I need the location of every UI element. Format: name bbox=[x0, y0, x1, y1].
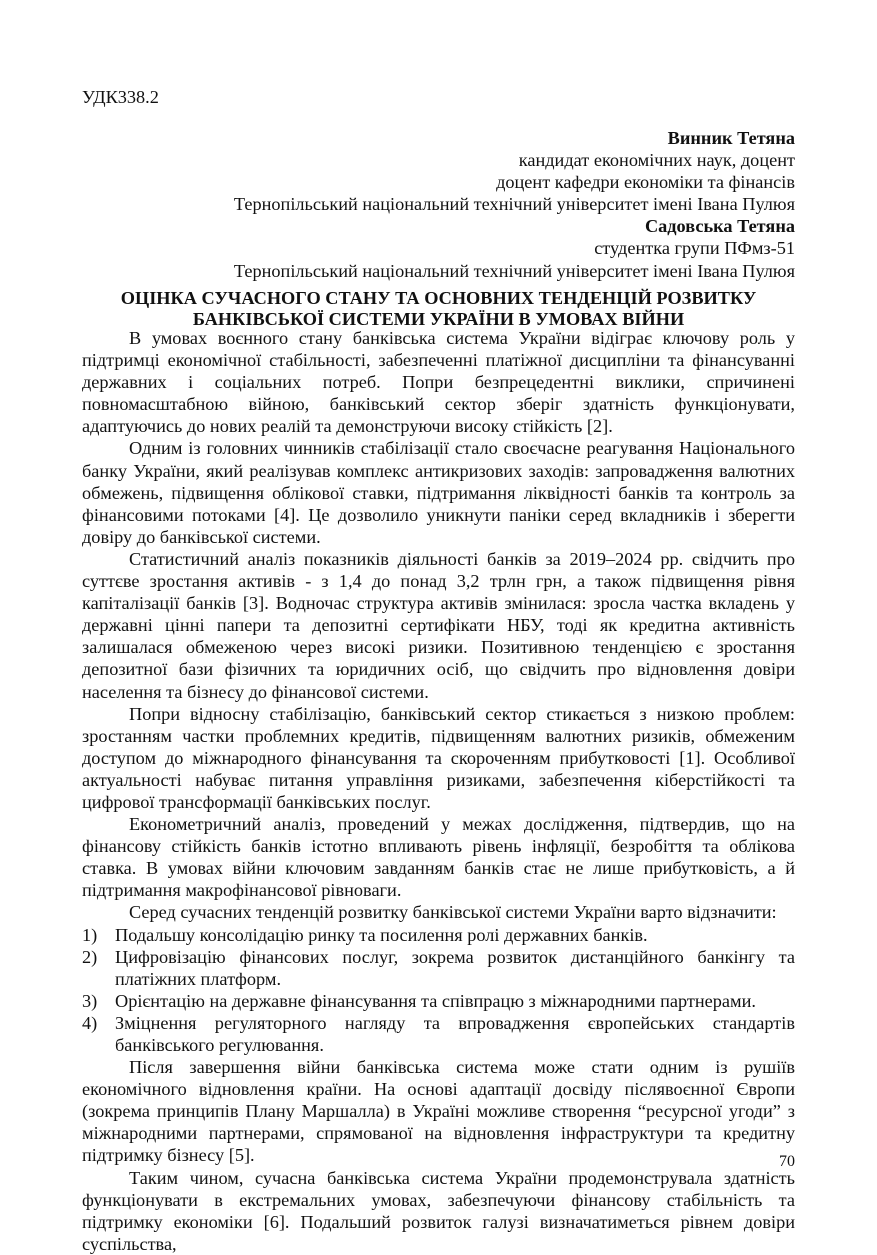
paragraph: Статистичний аналіз показників діяльності банків за 2019–2024 рр. свідчить про суттєве зростання активів - з 1,4 до понад 3,2 трлн грн, а також підвищення рівня капіталізації банків [3]. Водночас структура активів змінилася: зросла частка вкладень у державні цінні папери та депозитні сертифікати НБУ, тоді як кредитна активність залишалася обмеженою через високі ризики. Позитивною тенденцією є зростання депозитної бази фізичних та юридичних осіб, що свідчить про відновлення довіри населення та бізнесу до фінансової системи. bbox=[82, 548, 795, 702]
paper-body bbox=[82, 327, 795, 1255]
paragraph: Економетричний аналіз, проведений у межах дослідження, підтвердив, що на фінансову стійкість банків істотно впливають рівень інфляції, безробіття та облікова ставка. В умовах війни ключовим завданням банків стає не лише прибутковість, а й підтримання макрофінансової рівноваги. bbox=[82, 814, 795, 901]
list-text: Орієнтацію на державне фінансування та співпрацю з міжнародними партнерами. bbox=[115, 990, 756, 1011]
list-item bbox=[82, 924, 795, 946]
list-item bbox=[82, 990, 795, 1012]
paragraph: Серед сучасних тенденцій розвитку банківської системи України варто відзначити: bbox=[129, 902, 777, 923]
list-number: 2) bbox=[82, 946, 98, 967]
author-degree: кандидат економічних наук, доцент bbox=[518, 150, 795, 171]
author-name: Садовська Тетяна bbox=[644, 216, 795, 237]
paragraph: Таким чином, сучасна банківська система України продемонструвала здатність функціонувати в екстремальних умовах, забезпечуючи фінансову стабільність та підтримку економіки [6]. Подальший розвиток галузі визначатиметься рівнем довіри суспільства, bbox=[82, 1167, 795, 1254]
list-number: 4) bbox=[82, 1012, 98, 1033]
trends-list bbox=[82, 924, 795, 1057]
authors-block bbox=[82, 127, 795, 282]
list-text: Цифровізацію фінансових послуг, зокрема розвиток дистанційного банкінгу та платіжних платформ. bbox=[115, 946, 795, 989]
paragraph: В умовах воєнного стану банківська система України відіграє ключову роль у підтримці економічної стабільності, забезпеченні платіжної дисципліни та фінансуванні державних і соціальних потреб. Попри безпрецедентні виклики, спричинені повномасштабною війною, банківський сектор зберіг здатність функціонувати, адаптуючись до нових реалій та демонструючи високу стійкість [2]. bbox=[82, 328, 795, 437]
list-text: Подальшу консолідацію ринку та посилення ролі державних банків. bbox=[115, 924, 648, 945]
paper-title bbox=[82, 288, 795, 330]
author-affiliation: Тернопільський національний технічний університет імені Івана Пулюя bbox=[233, 260, 795, 281]
author-affiliation: Тернопільський національний технічний університет імені Івана Пулюя bbox=[233, 194, 795, 215]
page-number: 70 bbox=[779, 1153, 795, 1170]
list-item bbox=[82, 946, 795, 990]
list-text: Зміцнення регуляторного нагляду та впровадження європейських стандартів банківського регулювання. bbox=[115, 1012, 795, 1055]
list-item bbox=[82, 1012, 795, 1056]
paragraph: Одним із головних чинників стабілізації стало своєчасне реагування Національного банку України, який реалізував комплекс антикризових заходів: запровадження валютних обмежень, підвищення облікової ставки, підтримання ліквідності банків та контроль за фінансовими потоками [4]. Це дозволило уникнути паніки серед вкладників і зберегти довіру до банківської системи. bbox=[82, 438, 795, 547]
list-number: 3) bbox=[82, 990, 98, 1011]
author-position: доцент кафедри економіки та фінансів bbox=[496, 172, 795, 193]
title-line: БАНКІВСЬКОЇ СИСТЕМИ УКРАЇНИ В УМОВАХ ВІЙНИ bbox=[192, 309, 685, 329]
paragraph: Попри відносну стабілізацію, банківський сектор стикається з низкою проблем: зростанням частки проблемних кредитів, підвищенням валютних ризиків, обмеженим доступом до міжнародного фінансування та скороченням прибутковості [1]. Особливої актуальності набуває питання управління ризиками, забезпечення кіберстійкості та цифрової трансформації банківських послуг. bbox=[82, 703, 795, 812]
paragraph: Після завершення війни банківська система може стати одним із рушіїв економічного відновлення країни. На основі адаптації досвіду післявоєнної Європи (зокрема принципів Плану Маршалла) в Україні можливе створення “ресурсної угоди” з міжнародними партнерами, спрямованої на відновлення інфраструктури та кредитну підтримку бізнесу [5]. bbox=[82, 1057, 795, 1166]
author-group: студентка групи ПФмз-51 bbox=[594, 238, 795, 259]
title-line: ОЦІНКА СУЧАСНОГО СТАНУ ТА ОСНОВНИХ ТЕНДЕНЦІЙ РОЗВИТКУ bbox=[120, 288, 757, 308]
udk-code: УДК338.2 bbox=[82, 87, 159, 107]
author-name: Винник Тетяна bbox=[667, 128, 795, 148]
list-number: 1) bbox=[82, 924, 98, 945]
